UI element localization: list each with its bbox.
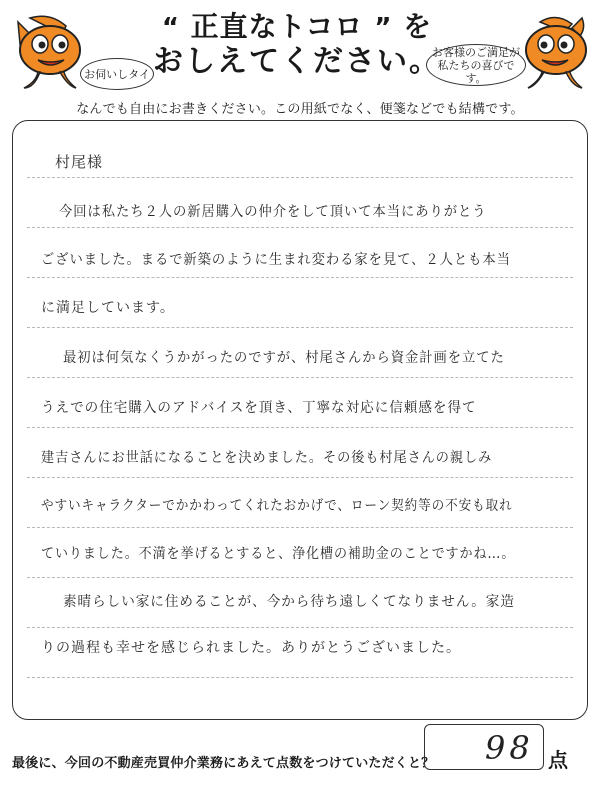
ruled-line: [27, 327, 573, 328]
title-line-1: [92, 10, 502, 45]
letter-line: 最初は何気なくうかがったのですが、村尾さんから資金計画を立てた: [63, 350, 505, 366]
letter-line: 素晴らしい家に住めることが、今から待ち遠しくてなりません。家造: [63, 594, 515, 610]
letter-line: りの過程も幸せを感じられました。ありがとうございました。: [41, 640, 461, 656]
letter-line: 村尾様: [55, 153, 104, 171]
ruled-line: [27, 677, 573, 678]
letter-line: ていりました。不満を挙げるとすると、浄化槽の補助金のことですかね…。: [41, 546, 516, 562]
title-quote-close: ”: [374, 13, 393, 43]
letter-line: ございました。まるで新築のように生まれ変わる家を見て、２人とも本当: [41, 252, 511, 268]
letter-line: やすいキャラクターでかかわってくれたおかげで、ローン契約等の不安も取れ: [41, 498, 513, 514]
ruled-line: [27, 227, 573, 228]
fish-mascot-icon: [10, 14, 84, 92]
letter-line: に満足しています。: [41, 300, 175, 316]
ruled-line: [27, 377, 573, 378]
score-value: 98: [485, 729, 534, 767]
page-title: [92, 10, 502, 79]
ruled-line: [27, 627, 573, 628]
header: [0, 0, 600, 117]
ruled-line: [27, 527, 573, 528]
score-box: [424, 724, 544, 770]
title-quote-open: “: [161, 13, 180, 43]
fish-mascot-icon: [520, 14, 594, 92]
letter-line: うえでの住宅購入のアドバイスを頂き、丁寧な対応に信頼感を得て: [41, 400, 477, 416]
ruled-line: [27, 177, 573, 178]
comment-writing-area: [12, 120, 588, 720]
bubble-left-text: お伺いしタイ: [84, 67, 150, 81]
title-line-2: おしえてください。: [153, 44, 441, 79]
ruled-line: [27, 427, 573, 428]
letter-line: 今回は私たち２人の新居購入の仲介をして頂いて本当にありがとう: [59, 204, 487, 220]
title-main: 正直なトコロ: [190, 10, 364, 43]
instruction-text: なんでも自由にお書きください。この用紙でなく、便箋などでも結構です。: [76, 102, 524, 117]
letter-line: 建吉さんにお世話になることを決めました。その後も村尾さんの親しみ: [41, 450, 493, 466]
title-suffix: を: [403, 10, 433, 43]
ruled-line: [27, 477, 573, 478]
score-question: 最後に、今回の不動産売買仲介業務にあえて点数をつけていただくと？: [12, 756, 435, 771]
bubble-right-text: お客様のご満足が私たちの喜びです。: [432, 45, 520, 85]
ruled-line: [27, 277, 573, 278]
score-unit: 点: [548, 748, 568, 772]
ruled-line: [27, 577, 573, 578]
